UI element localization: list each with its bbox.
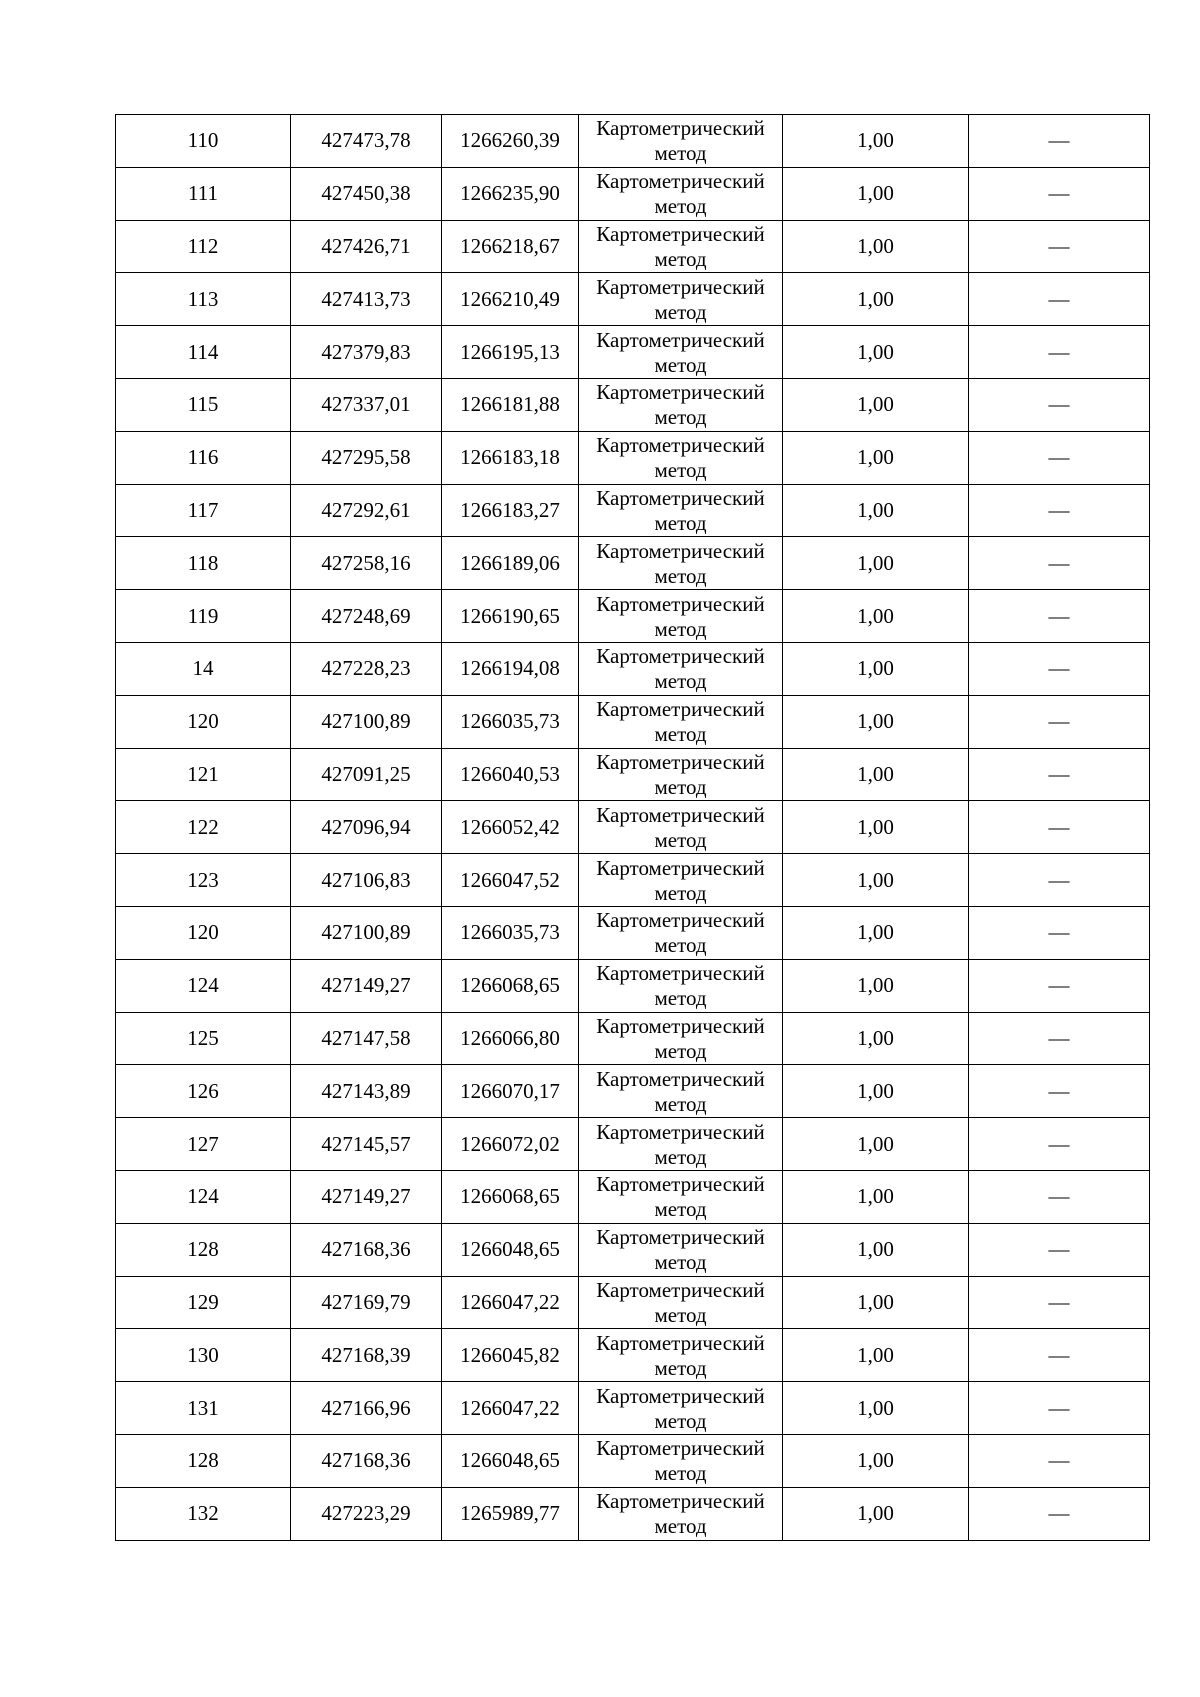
method-cell bbox=[579, 220, 783, 273]
method-line-1: Картометрический bbox=[596, 1172, 765, 1197]
method-line-1: Картометрический bbox=[596, 221, 765, 246]
accuracy-cell: 1,00 bbox=[783, 378, 969, 431]
method-line-1: Картометрический bbox=[596, 855, 765, 880]
point-number-cell: 116 bbox=[116, 431, 291, 484]
accuracy-cell: 1,00 bbox=[783, 1276, 969, 1329]
y-coordinate-cell: 1266181,88 bbox=[442, 378, 579, 431]
table-row bbox=[116, 1118, 1150, 1171]
note-cell: — bbox=[969, 1329, 1150, 1382]
accuracy-cell: 1,00 bbox=[783, 1223, 969, 1276]
note-cell: — bbox=[969, 1434, 1150, 1487]
table-row bbox=[116, 1329, 1150, 1382]
note-cell: — bbox=[969, 431, 1150, 484]
method-line-2: метод bbox=[654, 510, 707, 535]
x-coordinate-cell: 427096,94 bbox=[291, 801, 442, 854]
y-coordinate-cell: 1266070,17 bbox=[442, 1065, 579, 1118]
method-line-1: Картометрический bbox=[596, 274, 765, 299]
table-row bbox=[116, 378, 1150, 431]
table-row bbox=[116, 273, 1150, 326]
note-cell: — bbox=[969, 959, 1150, 1012]
accuracy-cell: 1,00 bbox=[783, 1329, 969, 1382]
method-cell bbox=[579, 1329, 783, 1382]
note-cell: — bbox=[969, 1118, 1150, 1171]
point-number-cell: 119 bbox=[116, 590, 291, 643]
note-cell: — bbox=[969, 1170, 1150, 1223]
table-row bbox=[116, 431, 1150, 484]
method-line-1: Картометрический bbox=[596, 1013, 765, 1038]
x-coordinate-cell: 427149,27 bbox=[291, 1170, 442, 1223]
method-line-1: Картометрический bbox=[596, 802, 765, 827]
method-cell bbox=[579, 1170, 783, 1223]
method-cell bbox=[579, 1487, 783, 1540]
y-coordinate-cell: 1266194,08 bbox=[442, 642, 579, 695]
x-coordinate-cell: 427149,27 bbox=[291, 959, 442, 1012]
accuracy-cell: 1,00 bbox=[783, 1487, 969, 1540]
table-row bbox=[116, 1434, 1150, 1487]
x-coordinate-cell: 427169,79 bbox=[291, 1276, 442, 1329]
y-coordinate-cell: 1266035,73 bbox=[442, 695, 579, 748]
y-coordinate-cell: 1266047,22 bbox=[442, 1382, 579, 1435]
y-coordinate-cell: 1266235,90 bbox=[442, 167, 579, 220]
method-line-1: Картометрический bbox=[596, 749, 765, 774]
method-cell bbox=[579, 1434, 783, 1487]
point-number-cell: 118 bbox=[116, 537, 291, 590]
y-coordinate-cell: 1266066,80 bbox=[442, 1012, 579, 1065]
table-row bbox=[116, 537, 1150, 590]
accuracy-cell: 1,00 bbox=[783, 167, 969, 220]
method-line-2: метод bbox=[654, 1302, 707, 1327]
accuracy-cell: 1,00 bbox=[783, 748, 969, 801]
method-line-2: метод bbox=[654, 1355, 707, 1380]
x-coordinate-cell: 427166,96 bbox=[291, 1382, 442, 1435]
accuracy-cell: 1,00 bbox=[783, 1170, 969, 1223]
x-coordinate-cell: 427258,16 bbox=[291, 537, 442, 590]
y-coordinate-cell: 1266218,67 bbox=[442, 220, 579, 273]
note-cell: — bbox=[969, 378, 1150, 431]
method-cell bbox=[579, 431, 783, 484]
point-number-cell: 114 bbox=[116, 326, 291, 379]
y-coordinate-cell: 1266183,18 bbox=[442, 431, 579, 484]
x-coordinate-cell: 427228,23 bbox=[291, 642, 442, 695]
y-coordinate-cell: 1266048,65 bbox=[442, 1223, 579, 1276]
accuracy-cell: 1,00 bbox=[783, 1118, 969, 1171]
method-line-2: метод bbox=[654, 1038, 707, 1063]
method-line-1: Картометрический bbox=[596, 538, 765, 563]
method-line-1: Картометрический bbox=[596, 1489, 765, 1514]
y-coordinate-cell: 1266189,06 bbox=[442, 537, 579, 590]
method-line-1: Картометрический bbox=[596, 169, 765, 194]
method-line-1: Картометрический bbox=[596, 1383, 765, 1408]
method-line-2: метод bbox=[654, 194, 707, 219]
method-line-1: Картометрический bbox=[596, 1277, 765, 1302]
point-number-cell: 126 bbox=[116, 1065, 291, 1118]
table-row bbox=[116, 1276, 1150, 1329]
accuracy-cell: 1,00 bbox=[783, 431, 969, 484]
x-coordinate-cell: 427100,89 bbox=[291, 906, 442, 959]
accuracy-cell: 1,00 bbox=[783, 642, 969, 695]
y-coordinate-cell: 1266183,27 bbox=[442, 484, 579, 537]
method-cell bbox=[579, 1276, 783, 1329]
point-number-cell: 124 bbox=[116, 959, 291, 1012]
method-line-2: метод bbox=[654, 1250, 707, 1275]
note-cell: — bbox=[969, 273, 1150, 326]
table-row bbox=[116, 1487, 1150, 1540]
point-number-cell: 122 bbox=[116, 801, 291, 854]
table-row bbox=[116, 906, 1150, 959]
method-line-1: Картометрический bbox=[596, 327, 765, 352]
point-number-cell: 128 bbox=[116, 1223, 291, 1276]
accuracy-cell: 1,00 bbox=[783, 1012, 969, 1065]
method-cell bbox=[579, 1065, 783, 1118]
table-row bbox=[116, 748, 1150, 801]
point-number-cell: 120 bbox=[116, 906, 291, 959]
accuracy-cell: 1,00 bbox=[783, 484, 969, 537]
note-cell: — bbox=[969, 326, 1150, 379]
method-cell bbox=[579, 959, 783, 1012]
method-cell bbox=[579, 115, 783, 168]
table-row bbox=[116, 326, 1150, 379]
y-coordinate-cell: 1266047,52 bbox=[442, 854, 579, 907]
point-number-cell: 132 bbox=[116, 1487, 291, 1540]
method-line-2: метод bbox=[654, 1461, 707, 1486]
method-line-2: метод bbox=[654, 880, 707, 905]
x-coordinate-cell: 427223,29 bbox=[291, 1487, 442, 1540]
method-cell bbox=[579, 695, 783, 748]
x-coordinate-cell: 427413,73 bbox=[291, 273, 442, 326]
accuracy-cell: 1,00 bbox=[783, 115, 969, 168]
method-line-1: Картометрический bbox=[596, 116, 765, 141]
x-coordinate-cell: 427473,78 bbox=[291, 115, 442, 168]
method-cell bbox=[579, 906, 783, 959]
method-line-2: метод bbox=[654, 1144, 707, 1169]
point-number-cell: 129 bbox=[116, 1276, 291, 1329]
x-coordinate-cell: 427292,61 bbox=[291, 484, 442, 537]
table-row bbox=[116, 220, 1150, 273]
x-coordinate-cell: 427426,71 bbox=[291, 220, 442, 273]
point-number-cell: 125 bbox=[116, 1012, 291, 1065]
method-cell bbox=[579, 590, 783, 643]
y-coordinate-cell: 1266190,65 bbox=[442, 590, 579, 643]
y-coordinate-cell: 1266035,73 bbox=[442, 906, 579, 959]
method-cell bbox=[579, 167, 783, 220]
point-number-cell: 112 bbox=[116, 220, 291, 273]
method-line-2: метод bbox=[654, 141, 707, 166]
method-line-1: Картометрический bbox=[596, 644, 765, 669]
x-coordinate-cell: 427143,89 bbox=[291, 1065, 442, 1118]
point-number-cell: 120 bbox=[116, 695, 291, 748]
method-cell bbox=[579, 273, 783, 326]
y-coordinate-cell: 1266047,22 bbox=[442, 1276, 579, 1329]
y-coordinate-cell: 1266068,65 bbox=[442, 1170, 579, 1223]
method-cell bbox=[579, 801, 783, 854]
y-coordinate-cell: 1266052,42 bbox=[442, 801, 579, 854]
method-line-2: метод bbox=[654, 352, 707, 377]
method-line-1: Картометрический bbox=[596, 1119, 765, 1144]
y-coordinate-cell: 1266045,82 bbox=[442, 1329, 579, 1382]
table-row bbox=[116, 590, 1150, 643]
accuracy-cell: 1,00 bbox=[783, 326, 969, 379]
x-coordinate-cell: 427106,83 bbox=[291, 854, 442, 907]
method-line-1: Картометрический bbox=[596, 697, 765, 722]
table-row bbox=[116, 1012, 1150, 1065]
x-coordinate-cell: 427450,38 bbox=[291, 167, 442, 220]
method-line-1: Картометрический bbox=[596, 380, 765, 405]
point-number-cell: 14 bbox=[116, 642, 291, 695]
y-coordinate-cell: 1266072,02 bbox=[442, 1118, 579, 1171]
method-line-2: метод bbox=[654, 1514, 707, 1539]
table-row bbox=[116, 1223, 1150, 1276]
table-row bbox=[116, 1382, 1150, 1435]
method-line-2: метод bbox=[654, 1197, 707, 1222]
table-row bbox=[116, 1170, 1150, 1223]
y-coordinate-cell: 1266195,13 bbox=[442, 326, 579, 379]
note-cell: — bbox=[969, 590, 1150, 643]
table-row bbox=[116, 695, 1150, 748]
method-cell bbox=[579, 642, 783, 695]
coordinates-table-body bbox=[116, 115, 1150, 1541]
x-coordinate-cell: 427145,57 bbox=[291, 1118, 442, 1171]
note-cell: — bbox=[969, 1487, 1150, 1540]
accuracy-cell: 1,00 bbox=[783, 695, 969, 748]
method-cell bbox=[579, 326, 783, 379]
note-cell: — bbox=[969, 115, 1150, 168]
coordinates-table bbox=[115, 114, 1150, 1541]
method-line-2: метод bbox=[654, 458, 707, 483]
method-line-2: метод bbox=[654, 246, 707, 271]
point-number-cell: 130 bbox=[116, 1329, 291, 1382]
method-cell bbox=[579, 854, 783, 907]
point-number-cell: 127 bbox=[116, 1118, 291, 1171]
table-row bbox=[116, 959, 1150, 1012]
y-coordinate-cell: 1266048,65 bbox=[442, 1434, 579, 1487]
x-coordinate-cell: 427337,01 bbox=[291, 378, 442, 431]
note-cell: — bbox=[969, 906, 1150, 959]
method-line-1: Картометрический bbox=[596, 485, 765, 510]
method-line-1: Картометрический bbox=[596, 961, 765, 986]
y-coordinate-cell: 1266260,39 bbox=[442, 115, 579, 168]
note-cell: — bbox=[969, 484, 1150, 537]
note-cell: — bbox=[969, 1223, 1150, 1276]
point-number-cell: 121 bbox=[116, 748, 291, 801]
x-coordinate-cell: 427168,39 bbox=[291, 1329, 442, 1382]
point-number-cell: 110 bbox=[116, 115, 291, 168]
method-cell bbox=[579, 1382, 783, 1435]
method-line-1: Картометрический bbox=[596, 1066, 765, 1091]
accuracy-cell: 1,00 bbox=[783, 801, 969, 854]
table-row bbox=[116, 115, 1150, 168]
method-line-2: метод bbox=[654, 986, 707, 1011]
method-line-2: метод bbox=[654, 299, 707, 324]
method-line-2: метод bbox=[654, 669, 707, 694]
accuracy-cell: 1,00 bbox=[783, 1382, 969, 1435]
method-line-1: Картометрический bbox=[596, 908, 765, 933]
method-line-2: метод bbox=[654, 774, 707, 799]
table-row bbox=[116, 801, 1150, 854]
note-cell: — bbox=[969, 642, 1150, 695]
note-cell: — bbox=[969, 695, 1150, 748]
table-row bbox=[116, 642, 1150, 695]
method-line-1: Картометрический bbox=[596, 1330, 765, 1355]
table-row bbox=[116, 1065, 1150, 1118]
method-line-1: Картометрический bbox=[596, 1225, 765, 1250]
method-line-2: метод bbox=[654, 827, 707, 852]
note-cell: — bbox=[969, 1065, 1150, 1118]
point-number-cell: 115 bbox=[116, 378, 291, 431]
note-cell: — bbox=[969, 167, 1150, 220]
x-coordinate-cell: 427168,36 bbox=[291, 1434, 442, 1487]
note-cell: — bbox=[969, 1276, 1150, 1329]
accuracy-cell: 1,00 bbox=[783, 273, 969, 326]
accuracy-cell: 1,00 bbox=[783, 1434, 969, 1487]
method-line-2: метод bbox=[654, 1408, 707, 1433]
note-cell: — bbox=[969, 1382, 1150, 1435]
x-coordinate-cell: 427248,69 bbox=[291, 590, 442, 643]
method-cell bbox=[579, 1012, 783, 1065]
method-line-2: метод bbox=[654, 405, 707, 430]
y-coordinate-cell: 1266040,53 bbox=[442, 748, 579, 801]
y-coordinate-cell: 1265989,77 bbox=[442, 1487, 579, 1540]
note-cell: — bbox=[969, 854, 1150, 907]
method-line-2: метод bbox=[654, 722, 707, 747]
y-coordinate-cell: 1266210,49 bbox=[442, 273, 579, 326]
point-number-cell: 128 bbox=[116, 1434, 291, 1487]
point-number-cell: 111 bbox=[116, 167, 291, 220]
accuracy-cell: 1,00 bbox=[783, 959, 969, 1012]
x-coordinate-cell: 427100,89 bbox=[291, 695, 442, 748]
point-number-cell: 117 bbox=[116, 484, 291, 537]
x-coordinate-cell: 427147,58 bbox=[291, 1012, 442, 1065]
method-line-2: метод bbox=[654, 933, 707, 958]
accuracy-cell: 1,00 bbox=[783, 1065, 969, 1118]
note-cell: — bbox=[969, 537, 1150, 590]
method-cell bbox=[579, 537, 783, 590]
method-cell bbox=[579, 484, 783, 537]
method-cell bbox=[579, 748, 783, 801]
method-cell bbox=[579, 378, 783, 431]
table-row bbox=[116, 484, 1150, 537]
accuracy-cell: 1,00 bbox=[783, 854, 969, 907]
note-cell: — bbox=[969, 748, 1150, 801]
y-coordinate-cell: 1266068,65 bbox=[442, 959, 579, 1012]
method-cell bbox=[579, 1118, 783, 1171]
x-coordinate-cell: 427379,83 bbox=[291, 326, 442, 379]
note-cell: — bbox=[969, 1012, 1150, 1065]
point-number-cell: 131 bbox=[116, 1382, 291, 1435]
x-coordinate-cell: 427168,36 bbox=[291, 1223, 442, 1276]
accuracy-cell: 1,00 bbox=[783, 590, 969, 643]
accuracy-cell: 1,00 bbox=[783, 537, 969, 590]
point-number-cell: 124 bbox=[116, 1170, 291, 1223]
method-line-2: метод bbox=[654, 616, 707, 641]
accuracy-cell: 1,00 bbox=[783, 220, 969, 273]
method-cell bbox=[579, 1223, 783, 1276]
method-line-2: метод bbox=[654, 1091, 707, 1116]
table-row bbox=[116, 167, 1150, 220]
method-line-1: Картометрический bbox=[596, 1436, 765, 1461]
note-cell: — bbox=[969, 220, 1150, 273]
point-number-cell: 113 bbox=[116, 273, 291, 326]
method-line-1: Картометрический bbox=[596, 591, 765, 616]
x-coordinate-cell: 427091,25 bbox=[291, 748, 442, 801]
method-line-2: метод bbox=[654, 563, 707, 588]
table-row bbox=[116, 854, 1150, 907]
note-cell: — bbox=[969, 801, 1150, 854]
x-coordinate-cell: 427295,58 bbox=[291, 431, 442, 484]
method-line-1: Картометрический bbox=[596, 433, 765, 458]
accuracy-cell: 1,00 bbox=[783, 906, 969, 959]
point-number-cell: 123 bbox=[116, 854, 291, 907]
